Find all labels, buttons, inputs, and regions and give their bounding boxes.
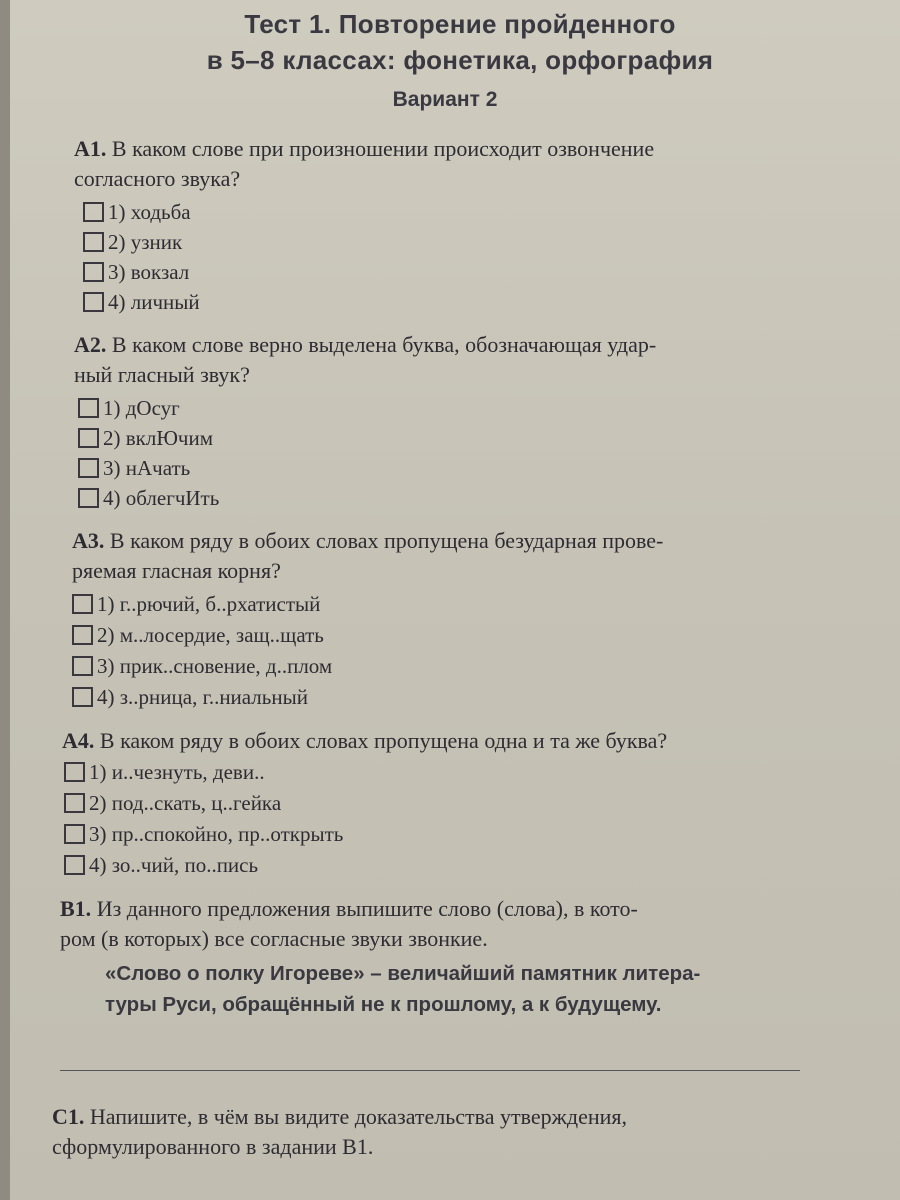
question-text-line1: Из данного предложения выпишите слово (слова), в кото- [96,896,638,921]
checkbox[interactable] [64,824,85,844]
checkbox[interactable] [72,594,93,614]
option-label: 1) и..чезнуть, деви.. [89,760,265,784]
question-a4 [62,726,667,756]
question-a3 [72,526,663,586]
checkbox[interactable] [78,488,99,508]
checkbox[interactable] [83,202,104,222]
option-label: 3) прик..сновение, д..плом [97,654,333,678]
option-label: 3) вокзал [108,260,190,284]
question-text-line1: В каком ряду в обоих словах пропущена безударная прове- [109,528,664,553]
option-a4-1[interactable] [64,758,265,786]
option-a3-1[interactable] [72,590,320,618]
worksheet-page [10,0,900,1200]
checkbox[interactable] [64,762,85,782]
option-a4-4[interactable] [64,851,258,879]
question-text-line1: В каком слове при произношении происходит озвончение [111,136,655,161]
question-text-line1: В каком ряду в обоих словах пропущена одна и та же буква? [99,728,668,753]
option-label: 4) личный [108,290,200,314]
checkbox[interactable] [83,232,104,252]
question-text-line1: В каком слове верно выделена буква, обозначающая удар- [111,332,657,357]
checkbox[interactable] [72,656,93,676]
option-a4-2[interactable] [64,789,281,817]
option-label: 3) пр..спокойно, пр..открыть [89,822,344,846]
checkbox[interactable] [83,262,104,282]
option-label: 3) нАчать [103,456,191,480]
option-label: 2) вклЮчим [103,426,214,450]
option-a1-2[interactable] [83,228,182,256]
option-label: 4) з..рница, г..ниальный [97,685,308,709]
option-label: 1) г..рючий, б..рхатистый [97,592,321,616]
checkbox[interactable] [72,687,93,707]
option-a3-4[interactable] [72,683,308,711]
option-a3-2[interactable] [72,621,324,649]
option-a1-4[interactable] [83,288,200,316]
checkbox[interactable] [72,625,93,645]
option-a2-3[interactable] [78,454,190,482]
quote-line1: «Слово о полку Игореве» – величайший памятник литера- [105,962,701,985]
checkbox[interactable] [78,428,99,448]
question-number: С1. [52,1104,85,1129]
checkbox[interactable] [64,793,85,813]
test-title [10,6,900,78]
option-a2-2[interactable] [78,424,213,452]
answer-line[interactable] [60,1070,800,1071]
question-number: В1. [60,896,92,921]
option-label: 2) м..лосердие, защ..щать [97,623,324,647]
question-text-line2: согласного звука? [74,166,241,191]
option-a2-4[interactable] [78,484,219,512]
option-label: 2) под..скать, ц..гейка [89,791,282,815]
option-label: 4) зо..чий, по..пись [89,853,259,877]
question-a1 [74,134,654,194]
checkbox[interactable] [78,458,99,478]
checkbox[interactable] [64,855,85,875]
variant-label: Вариант 2 [392,88,498,111]
question-text-line2: ряемая гласная корня? [72,558,281,583]
question-text-line2: ный гласный звук? [74,362,250,387]
title-line-1: Тест 1. Повторение пройденного [244,9,676,39]
checkbox[interactable] [83,292,104,312]
option-a3-3[interactable] [72,652,332,680]
quote-line2: туры Руси, обращённый не к прошлому, а к будущему. [105,993,662,1016]
option-label: 4) облегчИть [103,486,220,510]
question-number: А3. [72,528,105,553]
option-a1-3[interactable] [83,258,189,286]
question-text-line2: сформулированного в задании В1. [52,1134,374,1159]
title-line-2: в 5–8 классах: фонетика, орфография [206,45,714,75]
option-a2-1[interactable] [78,394,180,422]
question-text-line2: ром (в которых) все согласные звуки звонкие. [60,926,488,951]
question-c1 [52,1102,627,1162]
option-a1-1[interactable] [83,198,191,226]
checkbox[interactable] [78,398,99,418]
question-number: А4. [62,728,95,753]
question-text-line1: Напишите, в чём вы видите доказательства утверждения, [89,1104,627,1129]
option-label: 1) ходьба [108,200,191,224]
option-label: 2) узник [108,230,183,254]
question-number: А1. [74,136,107,161]
option-a4-3[interactable] [64,820,343,848]
question-number: А2. [74,332,107,357]
question-b1 [60,894,638,954]
question-a2 [74,330,656,390]
option-label: 1) дОсуг [103,396,180,420]
quote-sentence [105,958,825,1020]
